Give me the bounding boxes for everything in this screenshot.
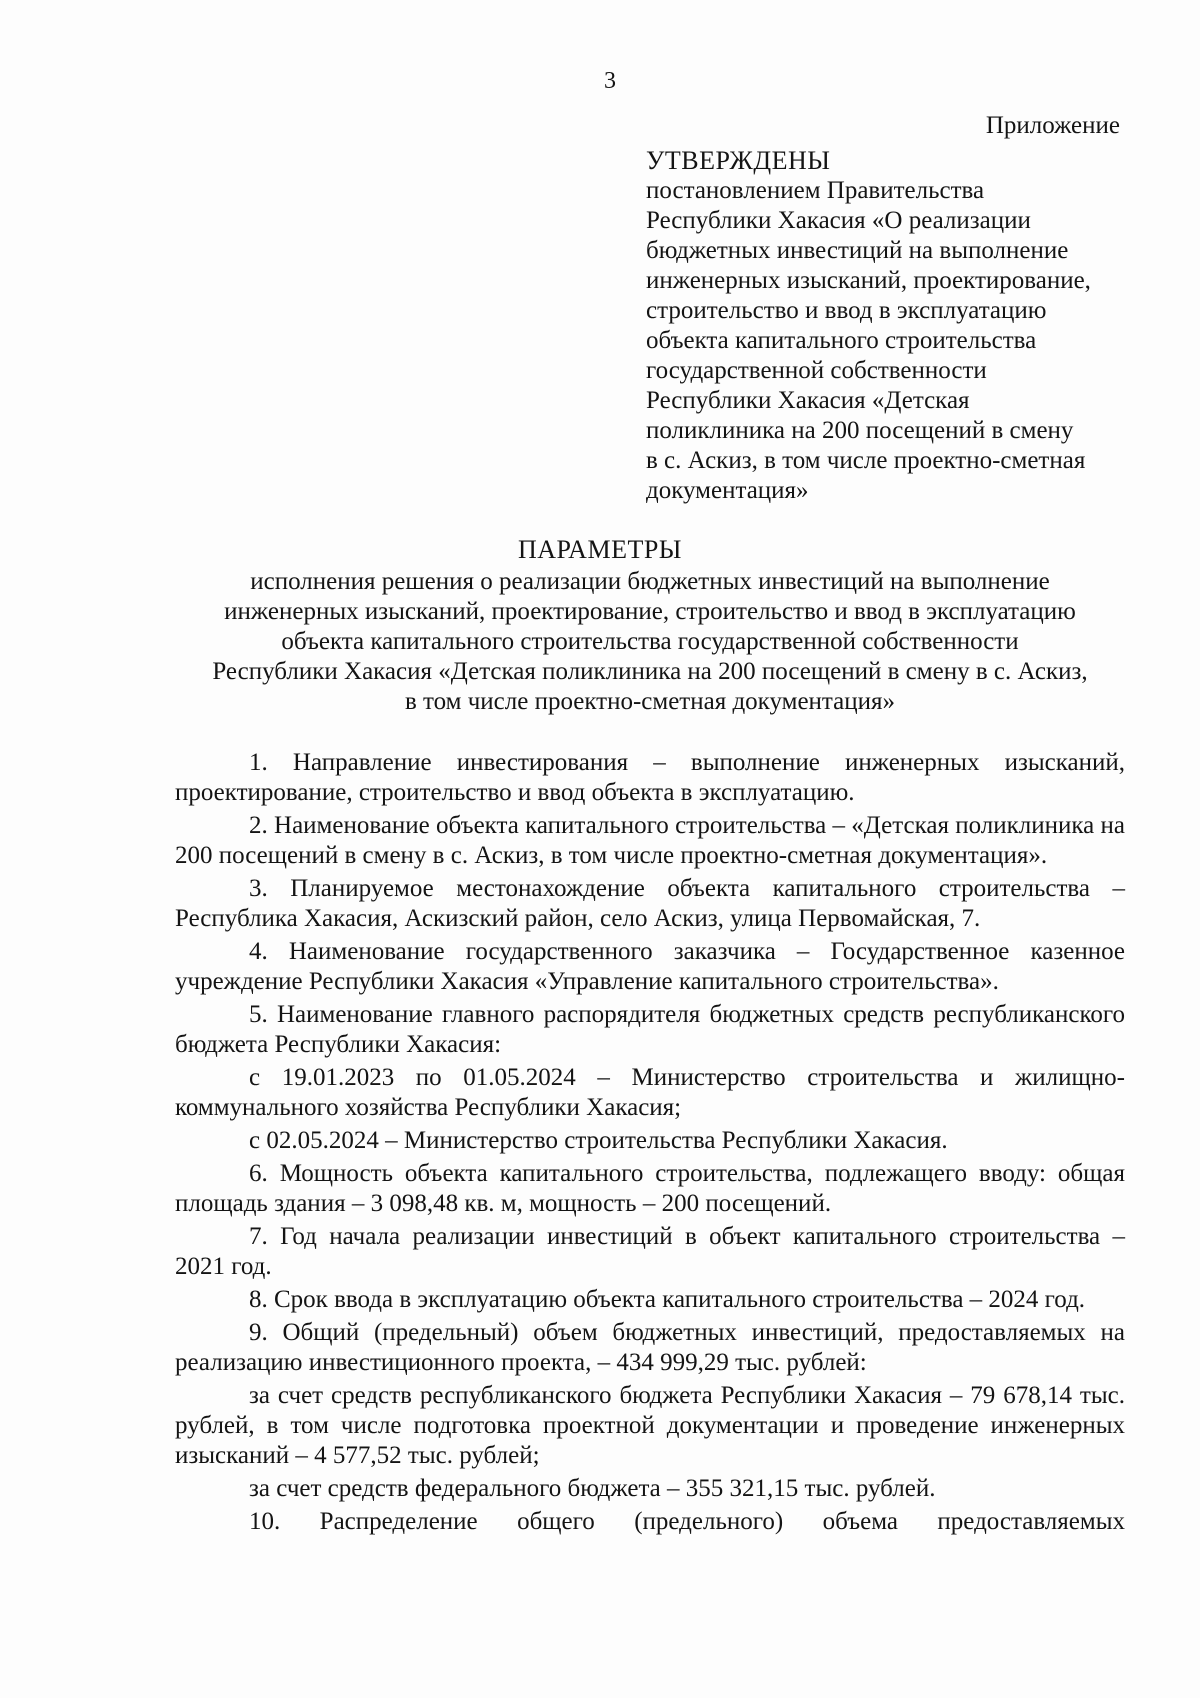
- approval-block: [646, 146, 1126, 506]
- paragraph-7: 7. Год начала реализации инвестиций в объект капитального строительства – 2021 год.: [175, 1223, 1125, 1280]
- approval-line: объекта капитального строительства: [646, 327, 1037, 354]
- subtitle-line: инженерных изысканий, проектирование, строительство и ввод в эксплуатацию: [224, 598, 1076, 625]
- approval-line: Республики Хакасия «Детская: [646, 387, 970, 414]
- paragraph-4: 4. Наименование государственного заказчика – Государственное казенное учреждение Республики Хакасия «Управление капитального строительства».: [175, 938, 1125, 995]
- approval-line: Республики Хакасия «О реализации: [646, 207, 1031, 234]
- approval-line: государственной собственности: [646, 357, 987, 384]
- appendix-label: Приложение: [985, 112, 1120, 139]
- approval-line: документация»: [646, 477, 809, 504]
- document-body: [175, 748, 1125, 1540]
- document-title: ПАРАМЕТРЫ: [518, 535, 682, 564]
- paragraph-9: 9. Общий (предельный) объем бюджетных инвестиций, предоставляемых на реализацию инвестиционного проекта, – 434 999,29 тыс. рублей:: [175, 1319, 1125, 1376]
- document-subtitle: [170, 567, 1130, 717]
- page-number: 3: [604, 68, 616, 94]
- paragraph-9-regional: за счет средств республиканского бюджета Республики Хакасия – 79 678,14 тыс. рублей, в том числе подготовка проектной документации и проведение инженерных изысканий – 4 577,52 тыс. рублей;: [175, 1382, 1125, 1469]
- subtitle-line: объекта капитального строительства государственной собственности: [281, 628, 1019, 655]
- approval-line: постановлением Правительства: [646, 177, 985, 204]
- subtitle-line: в том числе проектно-сметная документация»: [404, 688, 896, 715]
- paragraph-5: 5. Наименование главного распорядителя бюджетных средств республиканского бюджета Республики Хакасия:: [175, 1001, 1125, 1058]
- subtitle-line: исполнения решения о реализации бюджетных инвестиций на выполнение: [250, 568, 1050, 595]
- subtitle-line: Республики Хакасия «Детская поликлиника на 200 посещений в смену в с. Аскиз,: [212, 658, 1088, 685]
- paragraph-10: 10. Распределение общего (предельного) объема предоставляемых: [249, 1508, 1125, 1535]
- paragraph-2: 2. Наименование объекта капитального строительства – «Детская поликлиника на 200 посещений в смену в с. Аскиз, в том числе проектно-сметная документация».: [175, 812, 1125, 869]
- approval-line: бюджетных инвестиций на выполнение: [646, 237, 1069, 264]
- paragraph-5-period-1: с 19.01.2023 по 01.05.2024 – Министерство строительства и жилищно-коммунального хозяйства Республики Хакасия;: [175, 1064, 1125, 1121]
- paragraph-8: 8. Срок ввода в эксплуатацию объекта капитального строительства – 2024 год.: [249, 1286, 1086, 1313]
- approval-line: инженерных изысканий, проектирование,: [646, 267, 1091, 294]
- paragraph-3: 3. Планируемое местонахождение объекта капитального строительства – Республика Хакасия, Аскизский район, село Аскиз, улица Первомайская, 7.: [175, 875, 1125, 932]
- approval-line: строительство и ввод в эксплуатацию: [646, 297, 1047, 324]
- paragraph-6: 6. Мощность объекта капитального строительства, подлежащего вводу: общая площадь здания – 3 098,48 кв. м, мощность – 200 посещений.: [175, 1160, 1125, 1217]
- paragraph-9-federal: за счет средств федерального бюджета – 355 321,15 тыс. рублей.: [249, 1475, 936, 1502]
- approval-line: в с. Аскиз, в том числе проектно-сметная: [646, 447, 1086, 474]
- paragraph-1: 1. Направление инвестирования – выполнение инженерных изысканий, проектирование, строительство и ввод объекта в эксплуатацию.: [175, 749, 1125, 806]
- approval-title: УТВЕРЖДЕНЫ: [646, 146, 831, 175]
- paragraph-5-period-2: с 02.05.2024 – Министерство строительства Республики Хакасия.: [249, 1127, 948, 1154]
- approval-line: поликлиника на 200 посещений в смену: [646, 417, 1074, 444]
